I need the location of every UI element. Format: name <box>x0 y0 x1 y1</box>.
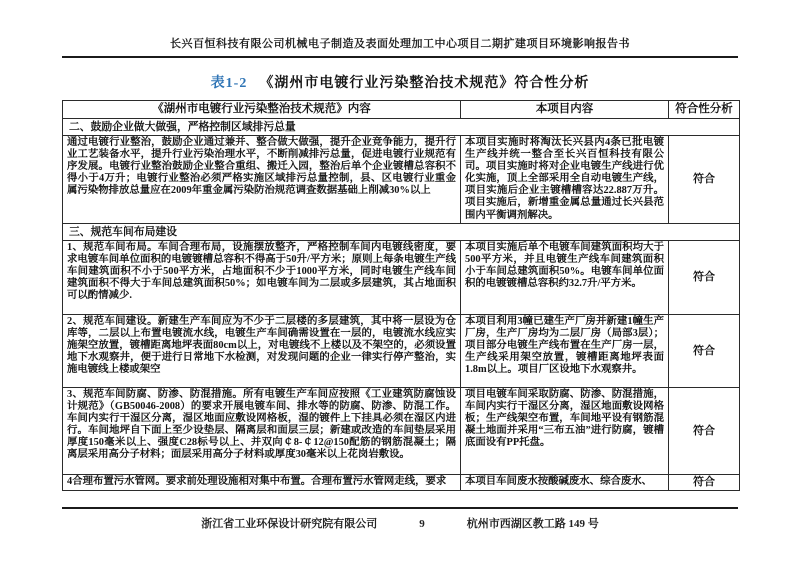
document-footer <box>0 515 800 531</box>
column-header-project: 本项目内容 <box>461 101 669 119</box>
requirement-cell: 通过电镀行业整治，鼓励企业通过兼并、整合做大做强，提升企业竞争能力，提升行业工艺装备水平，提升行业污染治理水平，不断削减排污总量，促进电镀行业规范有序发展。电镀行业整治鼓励企业整合重组、搬迁入园，整治后单个企业镀槽总容积不得小于4万升；电镀行业整治必须严格实施区域排污总量控制，县、区电镀行业重金属污染物排放总量应在2009年重金属污染防治规范调查数据基础上削减30%以上 <box>63 136 461 224</box>
project-cell: 本项目车间废水按酸碱废水、综合废水、 <box>461 474 669 490</box>
footer-page-number: 9 <box>419 517 425 530</box>
table-row <box>63 240 740 314</box>
section-row-3 <box>63 223 740 240</box>
table-row <box>63 387 740 474</box>
section-title: 三、规范车间布局建设 <box>63 223 740 240</box>
project-cell: 本项目实施时将淘汰长兴县内4条已批电镀生产线并统一整合至长兴百恒科技有限公司。项目实施时将对企业电镀生产线进行优化实施，顶上全部采用全自动电镀生产线，项目实施后企业主镀槽槽容达22.887万升。项目实施后，新增重金属总量通过长兴县范围内平衡调剂解决。 <box>461 136 669 224</box>
requirement-cell: 2、规范车间建设。新建生产车间应为不少于二层楼的多层建筑，其中将一层设为仓库等，二层以上布置电镀流水线，电镀生产车间确需设置在一层的，电镀流水线应实施架空放置，镀槽距离地坪表面80cm以上，对电镀线不上楼以及不架空的，必须设置地下水观察井，便于进行日常地下水检测，对发现问题的企业一律实行停产整治，实施电镀线上楼或架空 <box>63 314 461 387</box>
table-caption <box>0 72 800 92</box>
table-title: 《湖州市电镀行业污染整治技术规范》符合性分析 <box>259 76 590 91</box>
compliance-table <box>62 100 740 491</box>
requirement-cell: 1、规范车间布局。车间合理布局，设施摆放整齐，严格控制车间内电镀线密度，要求电镀车间单位面积的电镀镀槽总容积不得高于50升/平方米；原则上每条电镀生产线车间建筑面积不小于500平方米，占地面积不少于1000平方米，同时电镀生产线车间建筑面积不得大于车间总建筑面积50%；如电镀车间为二层或多层建筑，其占地面积可以酌情减少. <box>63 240 461 314</box>
table-row <box>63 136 740 224</box>
compliance-cell: 符合 <box>669 136 740 224</box>
document-header-title: 长兴百恒科技有限公司机械电子制造及表面处理加工中心项目二期扩建项目环境影响报告书 <box>170 38 630 50</box>
compliance-cell: 符合 <box>669 474 740 490</box>
project-cell: 项目电镀车间采取防腐、防渗、防混措施，车间内实行干湿区分离，湿区地面敷设网格板；生产线架空布置，车间地平设有钢筋混凝土地面并采用“三布五油”进行防腐，镀槽底面设有PP托盘。 <box>461 387 669 474</box>
project-cell: 本项目实施后单个电镀车间建筑面积均大于500平方米，并且电镀生产线车间建筑面积小于车间总建筑面积50%。电镀车间单位面积的电镀镀槽总容积约32.7升/平方米。 <box>461 240 669 314</box>
table-header-row <box>63 101 740 119</box>
section-row-2 <box>63 119 740 136</box>
compliance-cell: 符合 <box>669 314 740 387</box>
table-row <box>63 314 740 387</box>
footer-company: 浙江省工业环保设计研究院有限公司 <box>201 517 378 530</box>
table-row <box>63 474 740 490</box>
column-header-compliance: 符合性分析 <box>669 101 740 119</box>
footer-rule <box>62 507 738 509</box>
compliance-cell: 符合 <box>669 387 740 474</box>
section-title: 二、鼓励企业做大做强，严格控制区域排污总量 <box>63 119 740 136</box>
table-label: 表1-2 <box>210 76 248 91</box>
footer-address: 杭州市西湖区教工路 149 号 <box>466 517 599 530</box>
header-rule <box>62 56 738 58</box>
compliance-cell: 符合 <box>669 240 740 314</box>
requirement-cell: 3、规范车间防腐、防渗、防混措施。所有电镀生产车间应按照《工业建筑防腐蚀设计规范》（GB50046-2008）的要求开展电镀车间、排水等的防腐、防渗、防混工作。车间内实行干湿区分离，湿区地面应敷设网格板，湿的镀件上下挂具必须在湿区内进行。车间地坪自下面上至少设垫层、隔离层和面层三层；新建或改造的车间垫层采用厚度150毫米以上、强度C28标号以上、并双向￠8-￠12@150配筋的钢筋混凝土；隔离层采用高分子材料；面层采用高分子材料或厚度30毫米以上花岗岩敷设。 <box>63 387 461 474</box>
column-header-rule: 《湖州市电镀行业污染整治技术规范》内容 <box>63 101 461 119</box>
project-cell: 本项目利用3幢已建生产厂房并新建1幢生产厂房，生产厂房均为二层厂房（局部3层）；项目部分电镀生产线布置在生产厂房一层，生产线采用架空放置，镀槽距离地坪表面1.8m以上。项目厂区设地下水观察井。 <box>461 314 669 387</box>
requirement-cell: 4合理布置污水管网。要求前处理设施相对集中布置。合理布置污水管网走线，要求 <box>63 474 461 490</box>
